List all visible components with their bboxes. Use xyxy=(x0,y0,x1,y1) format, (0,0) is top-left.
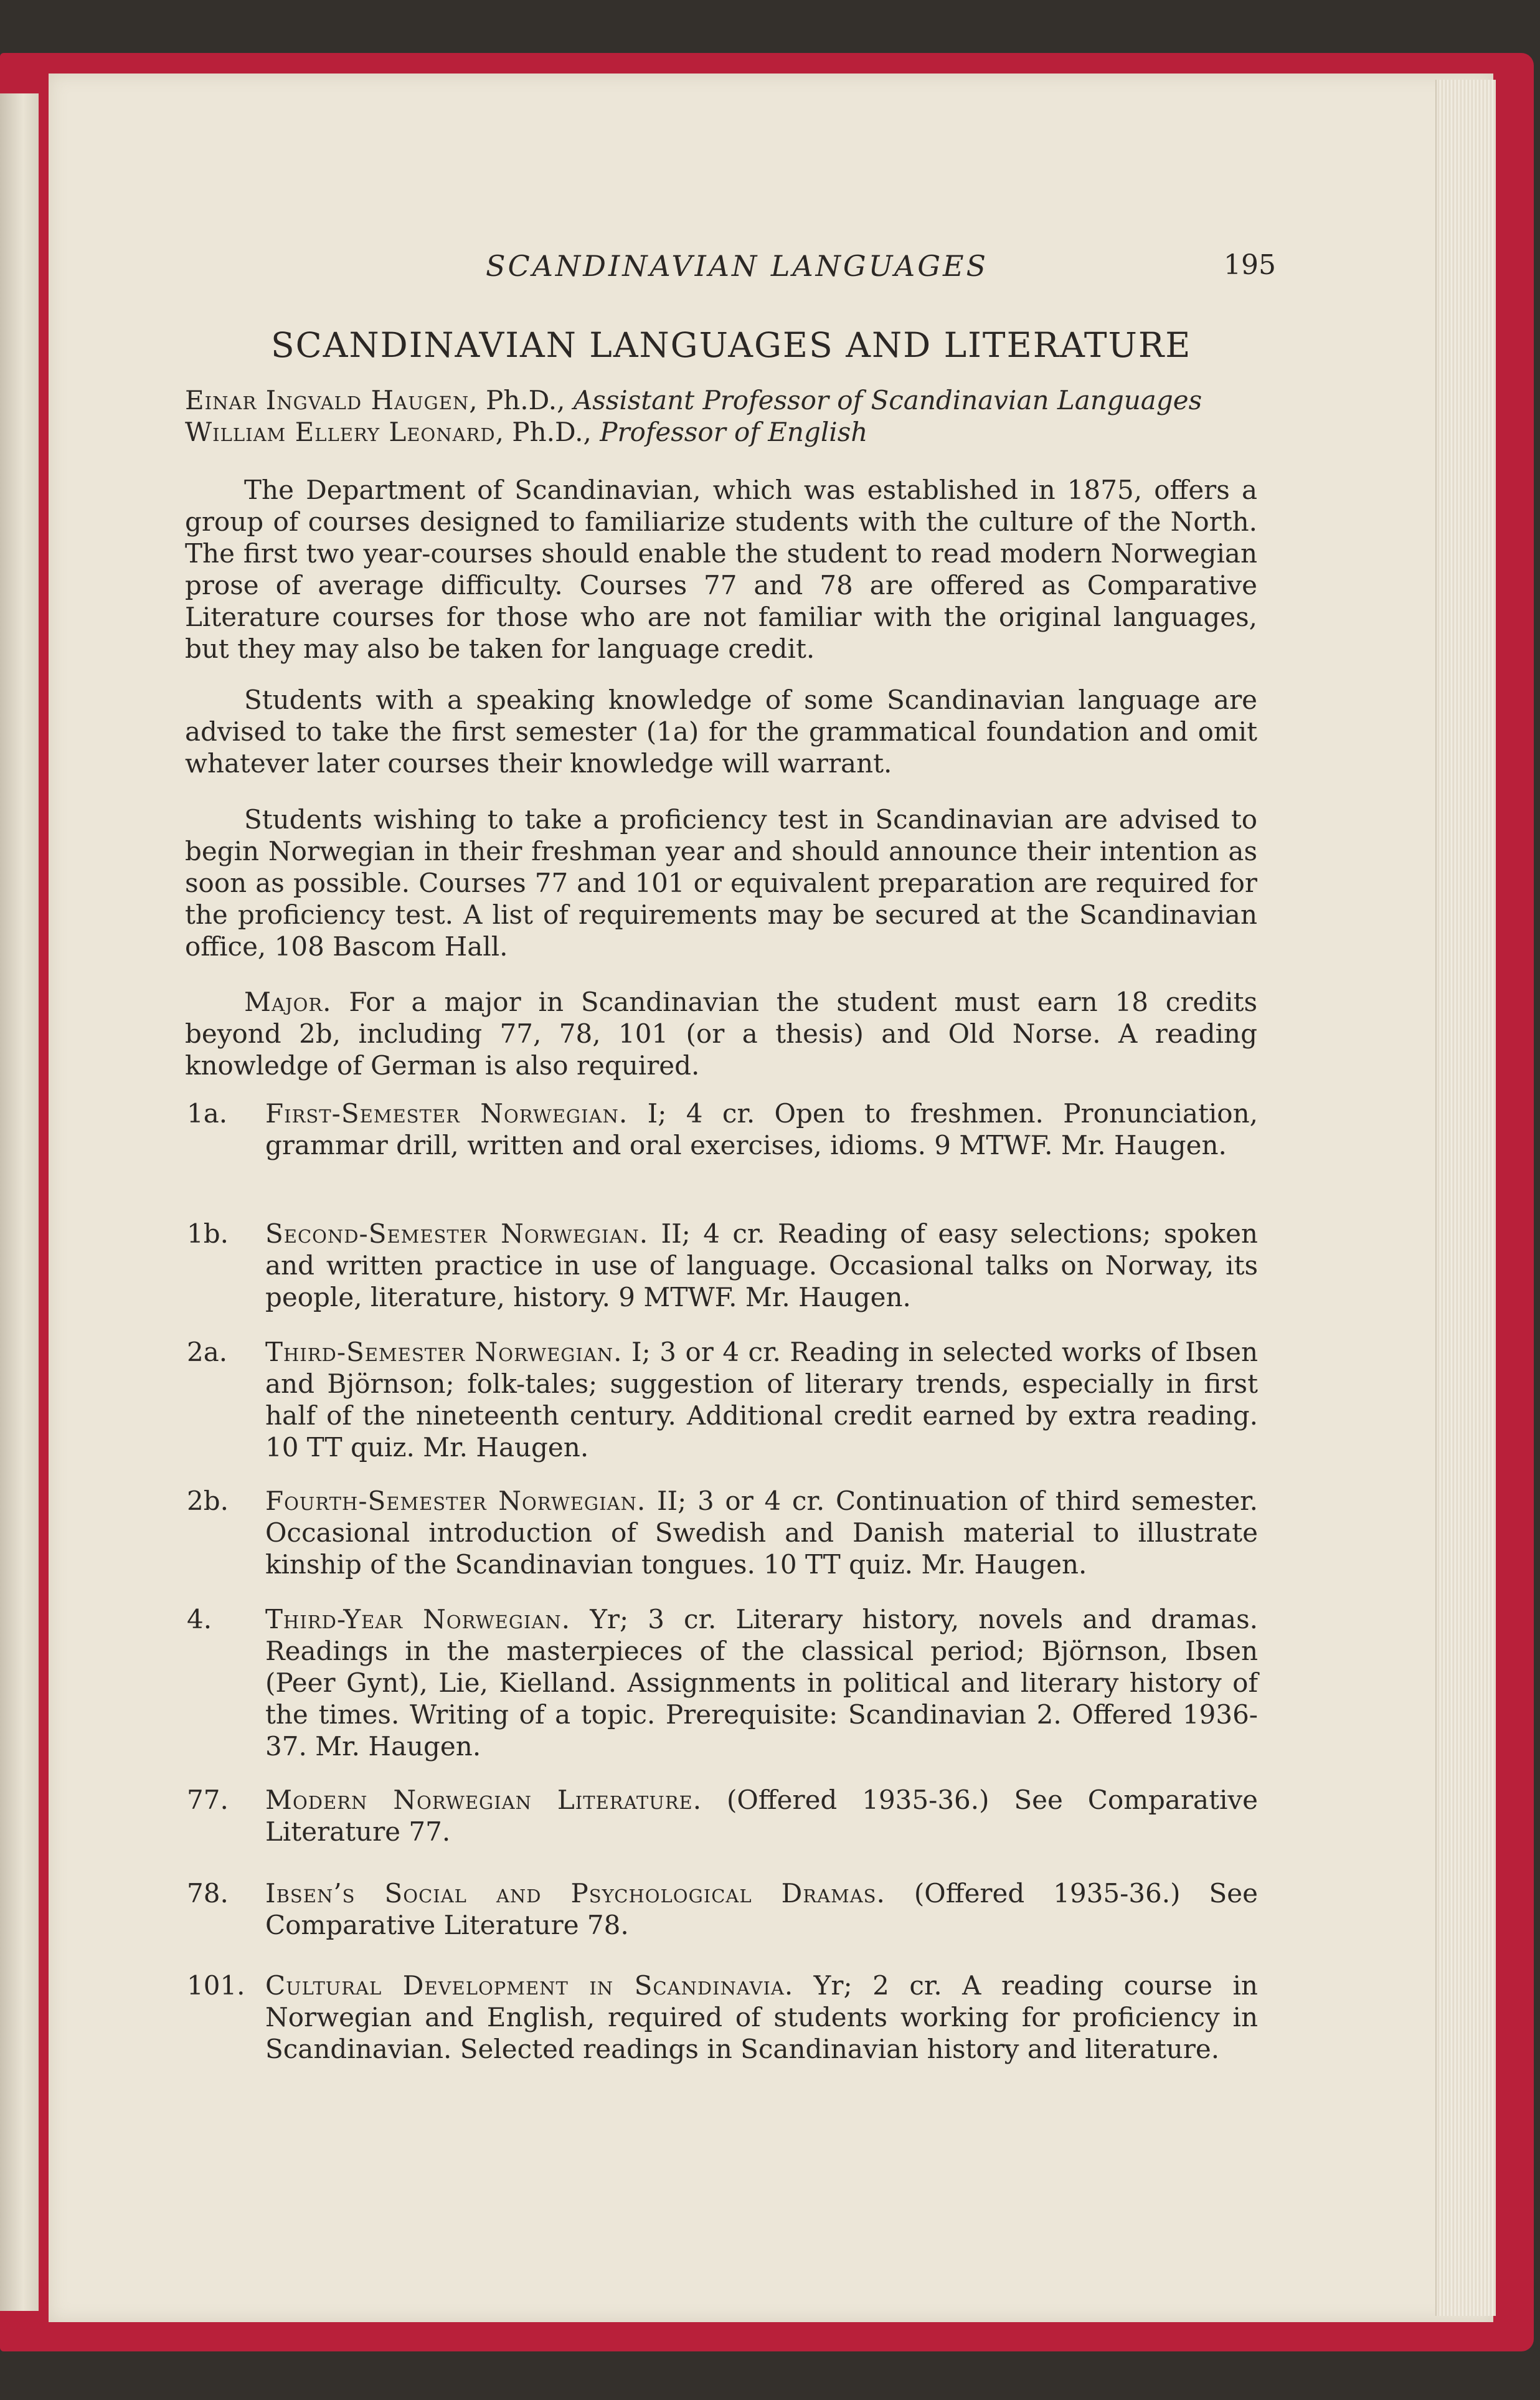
course-title: Ibsen’s Social and Psychological Dramas. xyxy=(265,1878,886,1909)
faculty-name: Einar Ingvald Haugen xyxy=(185,385,470,415)
course-description: (Offered 1935-36.) See Comparative Literature 78. xyxy=(265,1878,1259,1940)
course-number: 4. xyxy=(187,1604,212,1634)
major-label: Major. xyxy=(244,987,332,1017)
running-head: SCANDINAVIAN LANGUAGES xyxy=(486,249,989,283)
course-number: 1a. xyxy=(187,1098,228,1129)
course-number: 78. xyxy=(187,1878,229,1909)
course-title: Third-Year Norwegian. xyxy=(265,1604,571,1634)
course-description: Yr; 3 cr. Literary history, novels and dramas. Readings in the masterpieces of the classical period; Björnson, Ibsen (Peer Gynt), Lie, Kielland. Assignments in political and literary history of the times. Writing of a topic. Prerequisite: Scandinavian 2. Offered 1936-37. Mr. Haugen. xyxy=(265,1604,1258,1762)
faculty-degree: , Ph.D., xyxy=(469,385,574,415)
course-entry xyxy=(187,1485,1258,1580)
major-text: For a major in Scandinavian the student must earn 18 credits beyond 2b, including 77, 78, 101 (or a thesis) and Old Norse. A reading knowledge of German is also required. xyxy=(185,987,1257,1081)
course-title: Third-Semester Norwegian. xyxy=(265,1337,623,1367)
course-number: 101. xyxy=(187,1970,245,2001)
faculty-degree: , Ph.D., xyxy=(495,417,600,447)
course-title: Second-Semester Norwegian. xyxy=(265,1218,649,1249)
course-title: Cultural Development in Scandinavia. xyxy=(265,1970,794,2001)
course-entry xyxy=(187,1336,1258,1463)
faculty-role: Assistant Professor of Scandinavian Languages xyxy=(573,385,1202,415)
course-description: (Offered 1935-36.) See Comparative Literature 77. xyxy=(265,1785,1258,1847)
course-title: Fourth-Semester Norwegian. xyxy=(265,1486,646,1516)
intro-paragraph: The Department of Scandinavian, which was established in 1875, offers a group of courses designed to familiarize students with the culture of the North. The first two year-courses should enable the student to read modern Norwegian prose of average difficulty. Courses 77 and 78 are offered as Comparative Literature courses for those who are not familiar with the original languages, but they may also be taken for language credit. xyxy=(185,475,1257,664)
course-entry xyxy=(187,1784,1258,1847)
section-title: SCANDINAVIAN LANGUAGES AND LITERATURE xyxy=(271,325,1192,365)
course-description: Yr; 2 cr. A reading course in Norwegian and English, required of students working for proficiency in Scandinavian. Selected readings in Scandinavian history and literature. xyxy=(265,1970,1258,2064)
course-description: I; 3 or 4 cr. Reading in selected works of Ibsen and Björnson; folk-tales; suggestion of literary trends, especially in first half of the nineteenth century. Additional credit earned by extra reading. 10 TT quiz. Mr. Haugen. xyxy=(265,1337,1258,1463)
facing-page-edge xyxy=(0,93,39,2311)
course-number: 2b. xyxy=(187,1486,229,1516)
course-title: Modern Norwegian Literature. xyxy=(265,1785,702,1815)
course-description: II; 4 cr. Reading of easy selections; spoken and written practice in use of language. Occasional talks on Norway, its people, literature, history. 9 MTWF. Mr. Haugen. xyxy=(265,1218,1258,1312)
course-entry xyxy=(187,1603,1258,1762)
faculty-name: William Ellery Leonard xyxy=(185,417,496,447)
page-fore-edge xyxy=(1435,80,1496,2316)
intro-paragraph: Students wishing to take a proficiency test in Scandinavian are advised to begin Norwegian in their freshman year and should announce their intention as soon as possible. Courses 77 and 101 or equivalent preparation are required for the proficiency test. A list of requirements may be secured at the Scandinavian office, 108 Bascom Hall. xyxy=(185,804,1257,962)
faculty-line xyxy=(185,385,1202,415)
intro-paragraph: Students with a speaking knowledge of some Scandinavian language are advised to take the first semester (1a) for the grammatical foundation and omit whatever later courses their knowledge will warrant. xyxy=(185,685,1257,779)
course-entry xyxy=(187,1877,1258,1941)
course-entry xyxy=(187,1218,1258,1313)
course-entry xyxy=(187,1098,1258,1161)
major-paragraph xyxy=(185,986,1257,1081)
course-title: First-Semester Norwegian. xyxy=(265,1098,628,1129)
course-number: 77. xyxy=(187,1785,229,1815)
faculty-line xyxy=(185,417,867,447)
page-number: 195 xyxy=(1224,249,1276,281)
course-number: 1b. xyxy=(187,1218,229,1249)
course-description: I; 4 cr. Open to freshmen. Pronunciation, grammar drill, written and oral exercises, idioms. 9 MTWF. Mr. Haugen. xyxy=(265,1098,1258,1160)
course-entry xyxy=(187,1970,1258,2065)
course-description: II; 3 or 4 cr. Continuation of third semester. Occasional introduction of Swedish and Danish material to illustrate kinship of the Scandinavian tongues. 10 TT quiz. Mr. Haugen. xyxy=(265,1486,1258,1580)
course-number: 2a. xyxy=(187,1337,228,1367)
faculty-role: Professor of English xyxy=(600,417,868,447)
